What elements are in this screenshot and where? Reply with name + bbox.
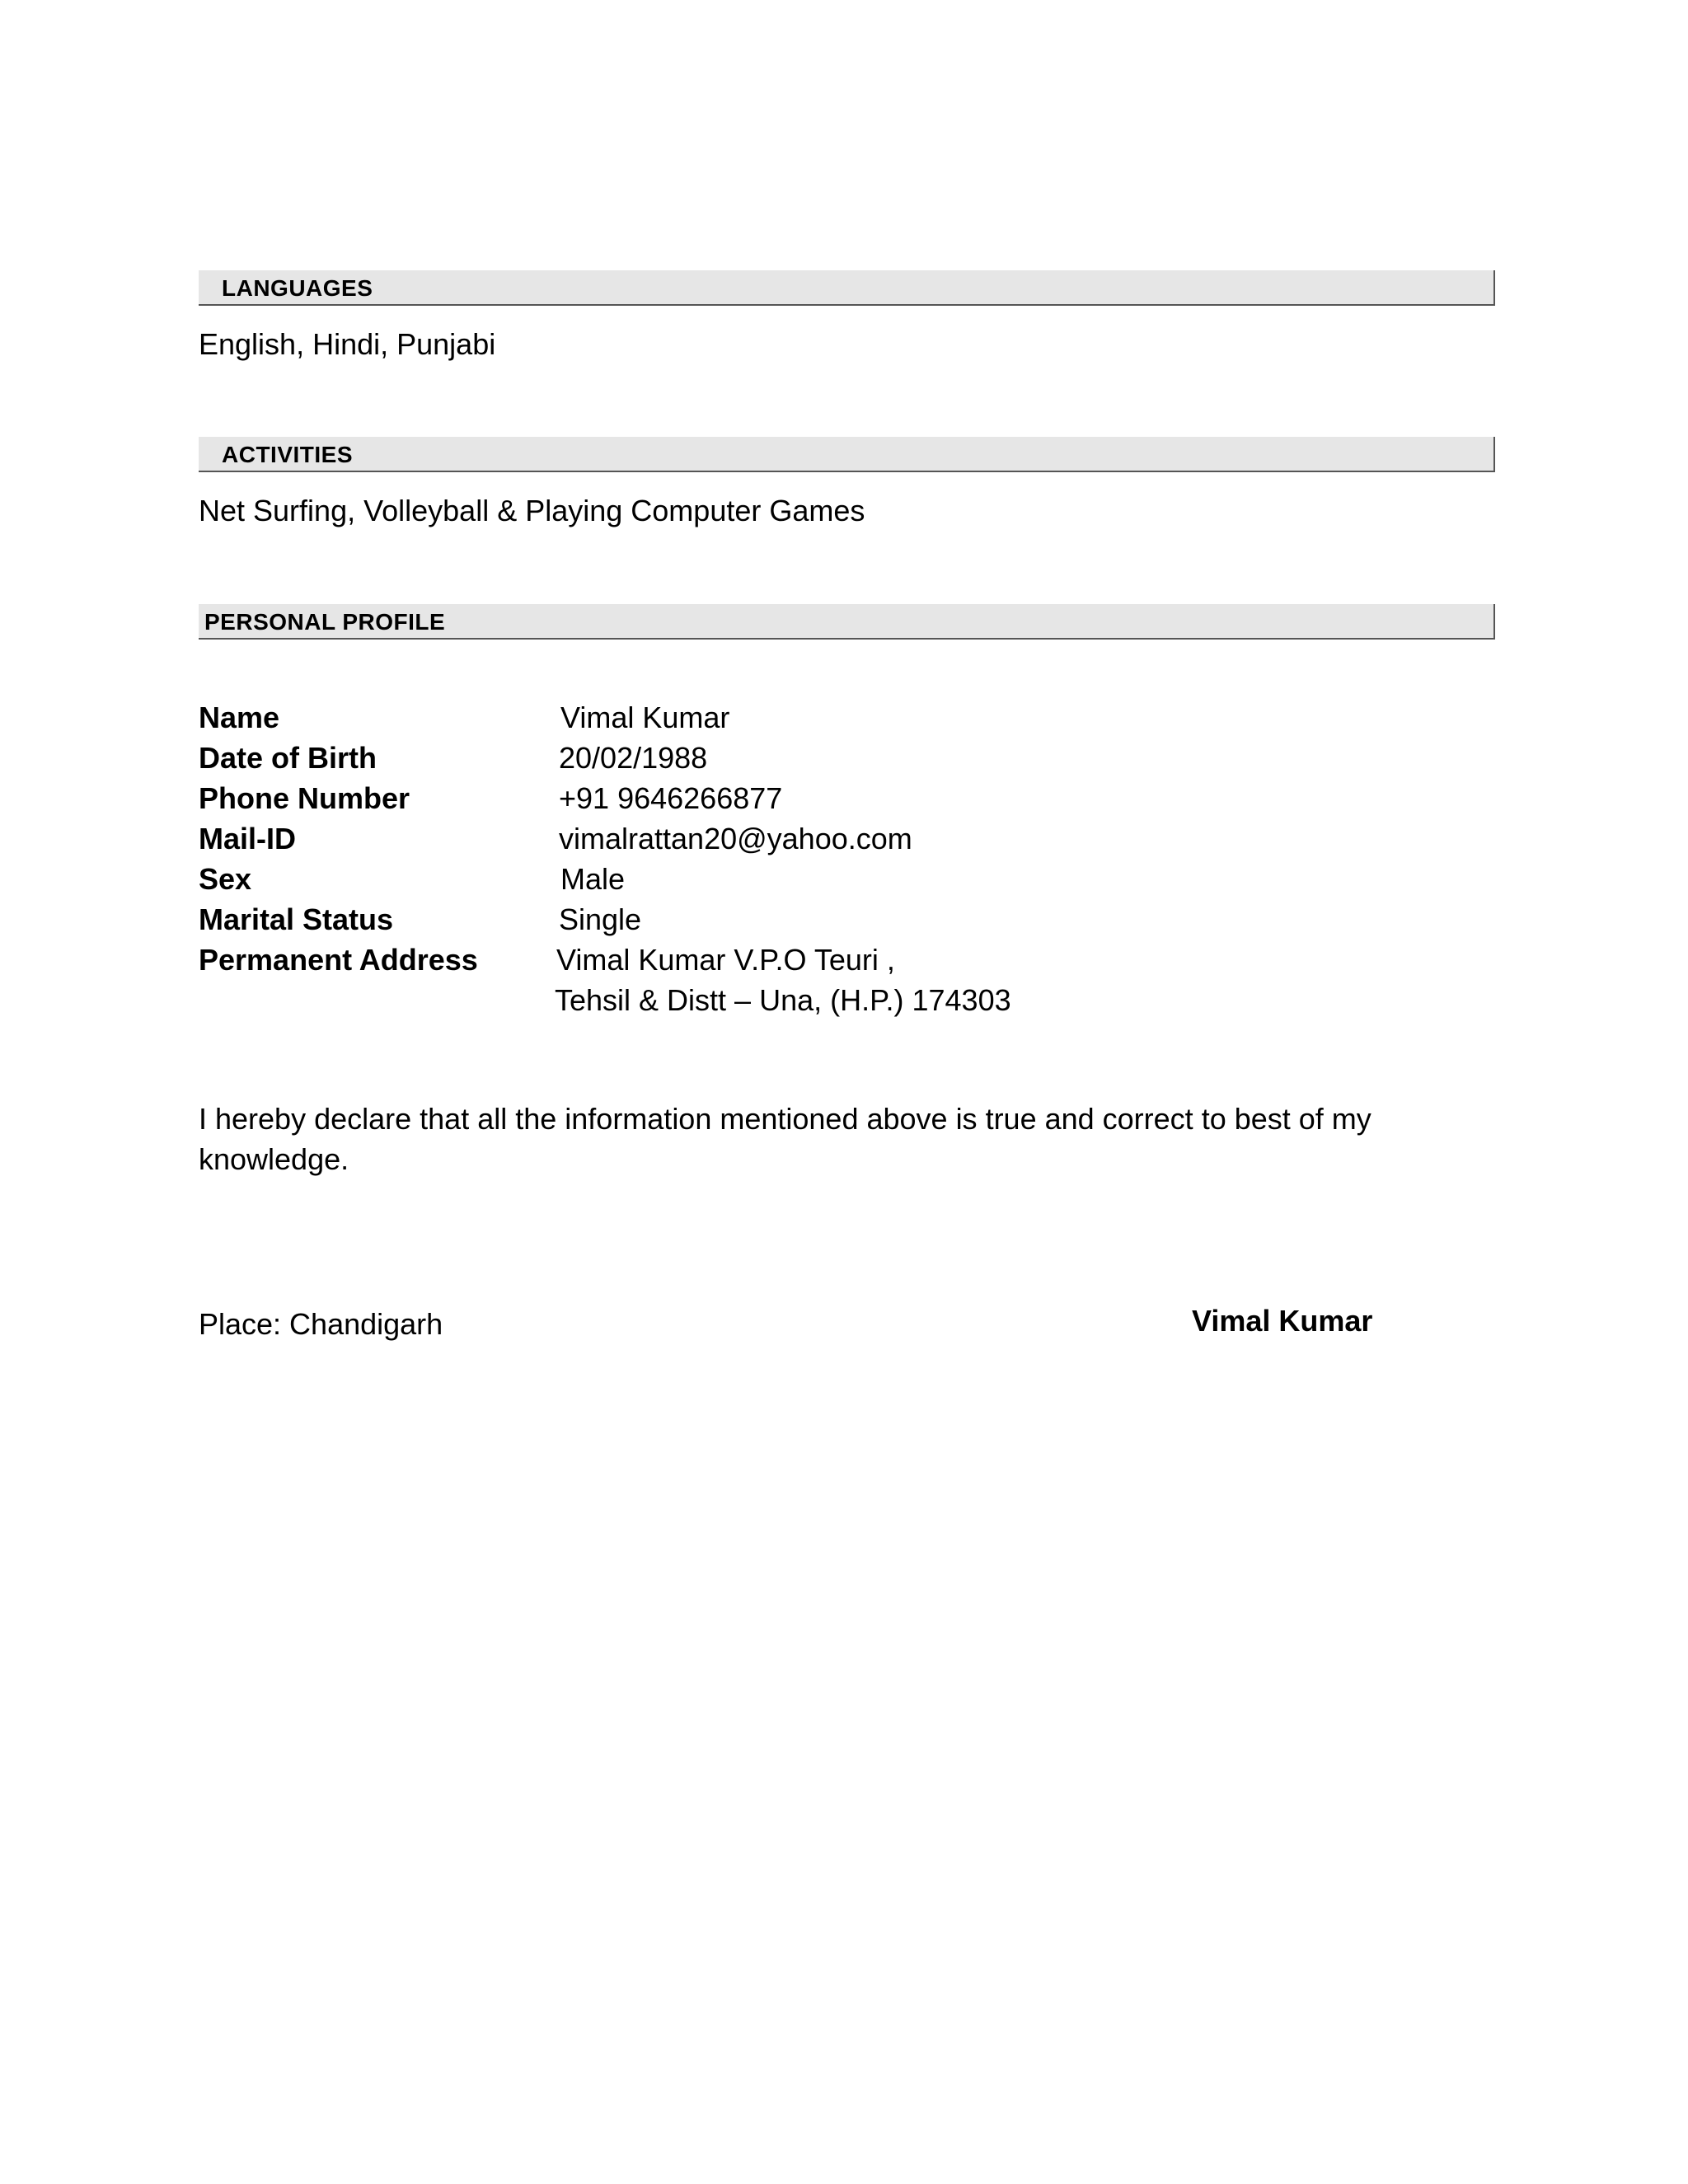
place-text: Place: Chandigarh <box>199 1307 443 1341</box>
field-label-permanent-address: Permanent Address <box>199 943 478 977</box>
field-value-permanent-address-line1: Vimal Kumar V.P.O Teuri , <box>556 943 895 977</box>
signature-name: Vimal Kumar <box>1192 1304 1373 1338</box>
field-value-permanent-address-line2: Tehsil & Distt – Una, (H.P.) 174303 <box>555 983 1011 1017</box>
field-label-phone-number: Phone Number <box>199 781 410 815</box>
languages-section-title: LANGUAGES <box>222 275 373 301</box>
field-value-sex: Male <box>560 862 626 896</box>
field-value-phone-number: +91 9646266877 <box>559 781 783 815</box>
field-label-mail-id: Mail-ID <box>199 822 297 855</box>
activities-section-header <box>199 437 1495 472</box>
personal-profile-section-header <box>199 604 1495 640</box>
declaration-text: I hereby declare that all the information mentioned above is true and correct to best of my knowledge. <box>199 1102 1372 1176</box>
languages-text: English, Hindi, Punjabi <box>199 327 496 361</box>
field-label-marital-status: Marital Status <box>199 902 394 936</box>
personal-profile-section-title: PERSONAL PROFILE <box>204 609 446 635</box>
field-label-date-of-birth: Date of Birth <box>199 741 377 775</box>
field-label-name: Name <box>199 701 280 734</box>
activities-section-title: ACTIVITIES <box>222 442 354 467</box>
languages-section-header <box>199 270 1495 306</box>
field-value-marital-status: Single <box>559 902 642 936</box>
field-value-mail-id: vimalrattan20@yahoo.com <box>559 822 912 855</box>
activities-text: Net Surfing, Volleyball & Playing Computer Games <box>199 494 865 527</box>
field-value-date-of-birth: 20/02/1988 <box>559 741 708 775</box>
field-value-name: Vimal Kumar <box>560 701 730 734</box>
field-label-sex: Sex <box>199 862 252 896</box>
